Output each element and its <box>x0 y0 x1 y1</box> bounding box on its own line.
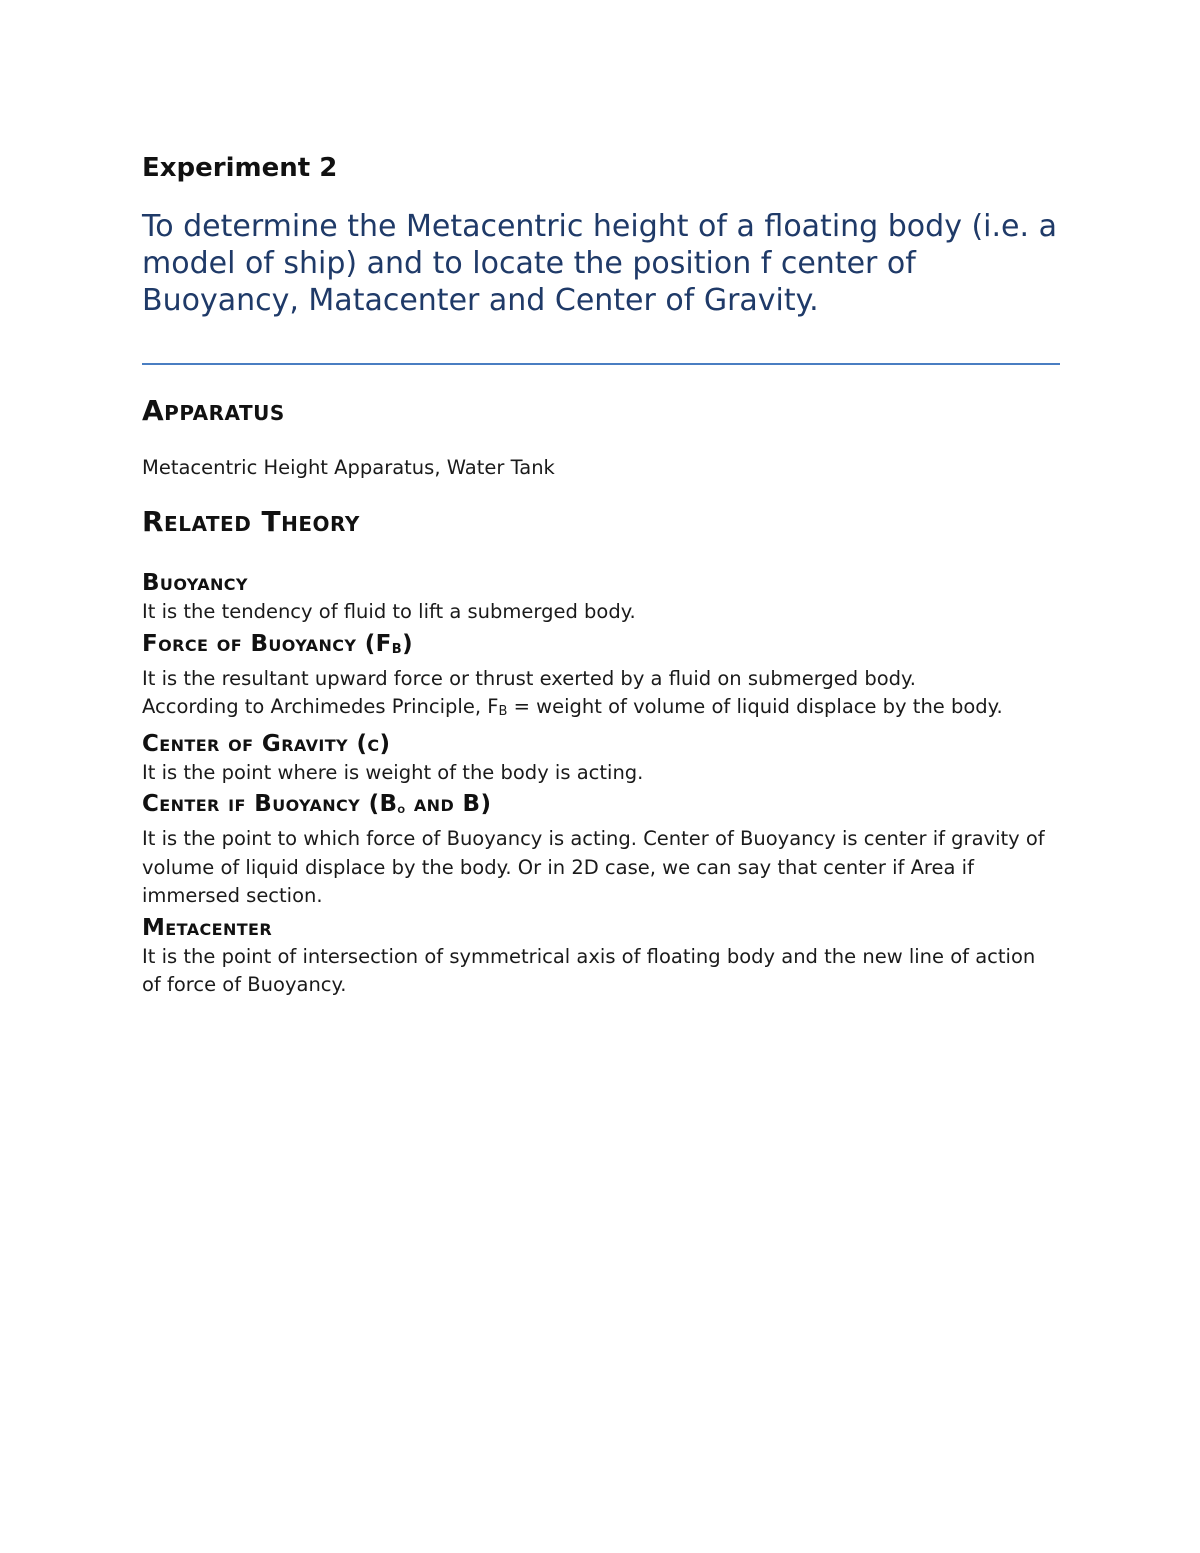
cob-heading-post: and B) <box>405 791 492 817</box>
force-text-line1: It is the resultant upward force or thrust exerted by a fluid on submerged body. <box>142 666 916 690</box>
center-of-buoyancy-text: It is the point to which force of Buoyancy is acting. Center of Buoyancy is center if gravity of volume of liquid displace by the body. Or in 2D case, we can say that center if Area if immersed section. <box>142 827 1045 907</box>
apparatus-heading: Apparatus <box>142 394 285 427</box>
force-text-line2-post: = weight of volume of liquid displace by the body. <box>507 695 1003 718</box>
metacenter-heading: Metacenter <box>142 914 273 941</box>
related-theory-heading: Related Theory <box>142 505 360 538</box>
force-text-line2-pre: According to Archimedes Principle, F <box>142 695 499 718</box>
buoyancy-text: It is the tendency of fluid to lift a submerged body. <box>142 600 636 623</box>
main-title: To determine the Metacentric height of a floating body (i.e. a model of ship) and to locate the position f center of Buoyancy, Matacenter and Center of Gravity. <box>142 209 1057 318</box>
buoyancy-heading: Buoyancy <box>142 570 248 596</box>
force-heading-post: ) <box>402 630 414 657</box>
force-heading-sub: B <box>391 641 403 657</box>
force-heading-pre: Force of Buoyancy (F <box>142 630 392 657</box>
center-of-gravity-heading: Center of Gravity (c) <box>142 730 391 757</box>
force-of-buoyancy-heading <box>142 629 1060 665</box>
center-of-gravity-text: It is the point where is weight of the body is acting. <box>142 760 644 784</box>
center-of-buoyancy-heading <box>142 789 1060 825</box>
title-divider <box>142 363 1060 365</box>
metacenter-text: It is the point of intersection of symmetrical axis of floating body and the new line of action of force of Buoyancy. <box>142 944 1036 996</box>
apparatus-text: Metacentric Height Apparatus, Water Tank <box>142 456 555 479</box>
theory-sections <box>142 566 1060 1002</box>
cob-heading-sub: o <box>397 802 406 817</box>
experiment-title: Experiment 2 <box>142 153 338 183</box>
force-text-line2-sub: B <box>498 704 508 719</box>
force-of-buoyancy-text <box>142 665 1060 727</box>
cob-heading-pre: Center if Buoyancy (B <box>142 791 398 817</box>
